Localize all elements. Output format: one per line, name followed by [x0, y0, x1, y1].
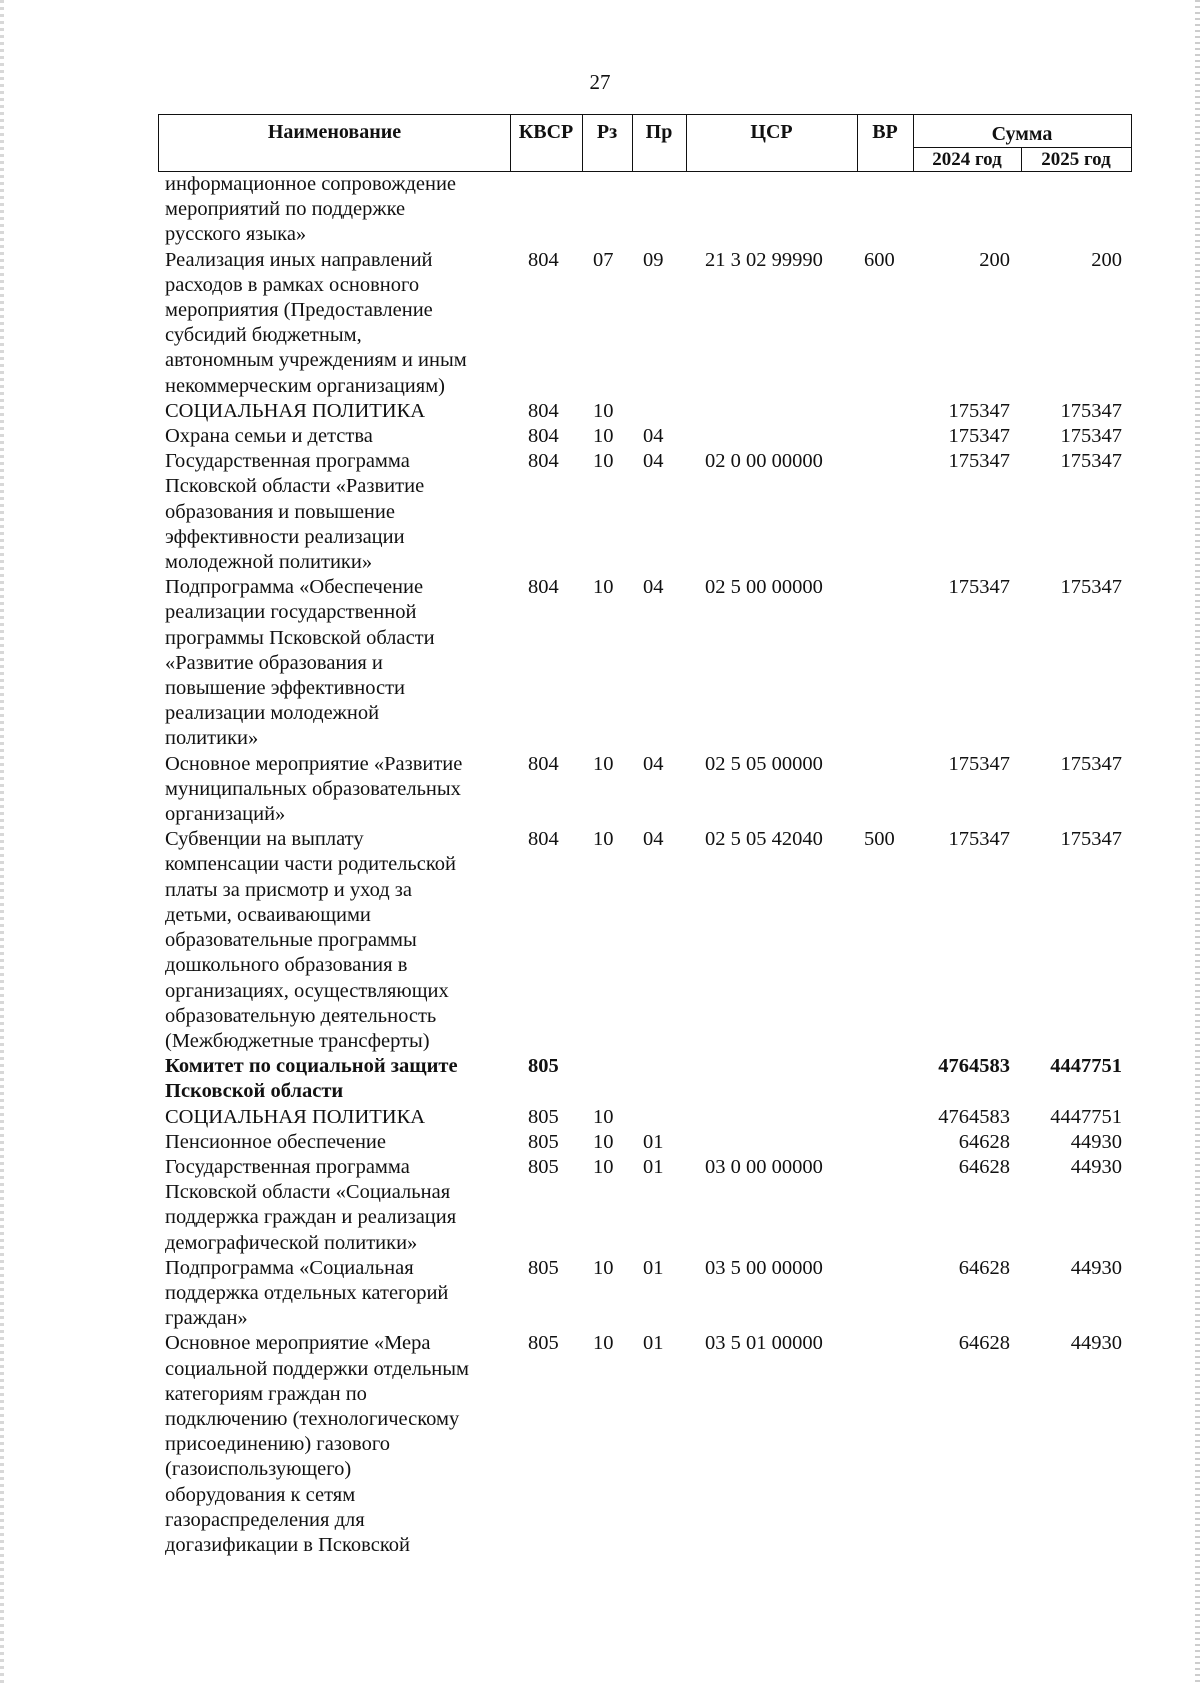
row-sum-2024: 175347 [948, 576, 1010, 599]
row-csr: 02 5 00 00000 [705, 576, 823, 599]
table-row [0, 399, 1200, 424]
row-name: СОЦИАЛЬНАЯ ПОЛИТИКА [165, 399, 426, 422]
row-name: информационное сопровождение мероприятий по поддержке русского языка» [165, 173, 457, 246]
header-csr: ЦСР [750, 121, 793, 143]
row-name: Основное мероприятие «Мера социальной поддержки отдельным категориям граждан по подключению (технологическому присоединению) газового (газоиспользующего) оборудования к сетям газораспределения для догазификации в Псковской [165, 1332, 470, 1556]
row-rz: 10 [593, 752, 614, 775]
row-kvsr: 805 [528, 1105, 559, 1128]
header-name: Наименование [267, 121, 402, 143]
row-sum-2024: 175347 [948, 752, 1010, 775]
row-rz: 10 [593, 828, 614, 851]
row-kvsr: 805 [528, 1332, 559, 1355]
row-pr: 04 [643, 450, 664, 473]
row-name: Подпрограмма «Социальная поддержка отдельных категорий граждан» [165, 1256, 449, 1330]
table-row [0, 1105, 1200, 1130]
row-pr: 09 [643, 248, 664, 271]
row-pr: 01 [643, 1130, 664, 1153]
row-sum-2025: 44930 [1070, 1256, 1122, 1279]
row-rz: 10 [593, 450, 614, 473]
header-kvsr: КВСР [518, 121, 574, 143]
row-sum-2025: 175347 [1060, 576, 1122, 599]
row-name: Субвенции на выплату компенсации части родительской платы за присмотр и уход за детьми, осваивающими образовательные программы дошкольного образования в организациях, осуществляющих образовательную деятельность (Межбюджетные трансферты) [165, 828, 457, 1052]
row-kvsr: 805 [528, 1130, 559, 1153]
row-sum-2025: 44930 [1070, 1130, 1122, 1153]
row-pr: 04 [643, 752, 664, 775]
row-csr: 03 0 00 00000 [705, 1155, 823, 1178]
row-sum-2024: 175347 [948, 828, 1010, 851]
row-csr: 02 5 05 00000 [705, 752, 823, 775]
header-vr: ВР [872, 121, 898, 143]
row-sum-2025: 175347 [1060, 752, 1122, 775]
row-kvsr: 805 [528, 1055, 559, 1078]
table-row [0, 752, 1200, 828]
row-sum-2025: 4447751 [1050, 1105, 1122, 1128]
row-pr: 01 [643, 1256, 664, 1279]
row-pr: 04 [643, 828, 664, 851]
row-kvsr: 804 [528, 450, 559, 473]
row-kvsr: 804 [528, 576, 559, 599]
row-sum-2024: 4764583 [938, 1055, 1010, 1078]
header-pr: Пр [645, 121, 673, 143]
row-sum-2024: 64628 [958, 1130, 1010, 1153]
table-row [0, 1054, 1200, 1104]
row-rz: 10 [593, 425, 614, 448]
row-rz: 10 [593, 399, 614, 422]
table-header [158, 114, 1132, 172]
row-csr: 03 5 00 00000 [705, 1256, 823, 1279]
row-name: Комитет по социальной защите Псковской области [165, 1055, 458, 1103]
row-sum-2025: 175347 [1060, 450, 1122, 473]
row-sum-2025: 44930 [1070, 1155, 1122, 1178]
table-row [0, 449, 1200, 575]
row-sum-2024: 175347 [948, 450, 1010, 473]
row-sum-2025: 4447751 [1050, 1055, 1122, 1078]
row-sum-2024: 64628 [958, 1332, 1010, 1355]
row-rz: 10 [593, 1105, 614, 1128]
row-pr: 01 [643, 1332, 664, 1355]
row-csr: 03 5 01 00000 [705, 1332, 823, 1355]
table-row [0, 1155, 1200, 1256]
row-pr: 01 [643, 1155, 664, 1178]
row-sum-2024: 64628 [958, 1155, 1010, 1178]
row-rz: 07 [593, 248, 614, 271]
row-sum-2024: 175347 [948, 399, 1010, 422]
row-kvsr: 805 [528, 1155, 559, 1178]
table-row [0, 827, 1200, 1054]
table-row [0, 1256, 1200, 1332]
row-csr: 21 3 02 99990 [705, 248, 823, 271]
row-name: Подпрограмма «Обеспечение реализации государственной программы Псковской области «Развитие образования и повышение эффективности реализации молодежной политики» [165, 576, 435, 750]
header-year-2024: 2024 год [932, 149, 1002, 170]
header-sum: Сумма [991, 123, 1053, 145]
row-kvsr: 804 [528, 828, 559, 851]
header-rz: Рз [596, 121, 618, 143]
row-kvsr: 804 [528, 399, 559, 422]
table-row [0, 575, 1200, 751]
row-csr: 02 0 00 00000 [705, 450, 823, 473]
row-sum-2025: 175347 [1060, 425, 1122, 448]
table-row [0, 1331, 1200, 1558]
row-kvsr: 805 [528, 1256, 559, 1279]
row-name: Охрана семьи и детства [165, 425, 373, 448]
header-year-2025: 2025 год [1041, 149, 1111, 170]
row-sum-2024: 175347 [948, 425, 1010, 448]
row-rz: 10 [593, 1332, 614, 1355]
row-name: СОЦИАЛЬНАЯ ПОЛИТИКА [165, 1105, 426, 1128]
row-rz: 10 [593, 1155, 614, 1178]
table-row [0, 248, 1200, 399]
row-sum-2024: 4764583 [938, 1105, 1010, 1128]
table-body [0, 172, 1200, 1558]
row-rz: 10 [593, 1256, 614, 1279]
row-pr: 04 [643, 425, 664, 448]
row-sum-2025: 175347 [1060, 828, 1122, 851]
row-rz: 10 [593, 1130, 614, 1153]
row-sum-2025: 44930 [1070, 1332, 1122, 1355]
row-kvsr: 804 [528, 248, 559, 271]
row-sum-2024: 64628 [958, 1256, 1010, 1279]
row-kvsr: 804 [528, 425, 559, 448]
row-sum-2025: 200 [1091, 248, 1122, 271]
row-vr: 600 [864, 248, 895, 271]
table-row [0, 172, 1200, 248]
row-csr: 02 5 05 42040 [705, 828, 823, 851]
header-sum-divider [913, 147, 1131, 148]
row-name: Государственная программа Псковской области «Развитие образования и повышение эффективности реализации молодежной политики» [165, 450, 425, 574]
table-row [0, 424, 1200, 449]
row-kvsr: 804 [528, 752, 559, 775]
row-rz: 10 [593, 576, 614, 599]
table-row [0, 1130, 1200, 1155]
row-name: Государственная программа Псковской области «Социальная поддержка граждан и реализация демографической политики» [165, 1155, 457, 1254]
row-sum-2024: 200 [979, 248, 1010, 271]
page-number: 27 [589, 70, 611, 94]
row-name: Реализация иных направлений расходов в рамках основного мероприятия (Предоставление субсидий бюджетным, автономным учреждениям и иным некоммерческим организациям) [165, 248, 467, 397]
row-name: Пенсионное обеспечение [165, 1130, 386, 1153]
row-name: Основное мероприятие «Развитие муниципальных образовательных организаций» [165, 752, 463, 826]
row-sum-2025: 175347 [1060, 399, 1122, 422]
row-pr: 04 [643, 576, 664, 599]
row-vr: 500 [864, 828, 895, 851]
